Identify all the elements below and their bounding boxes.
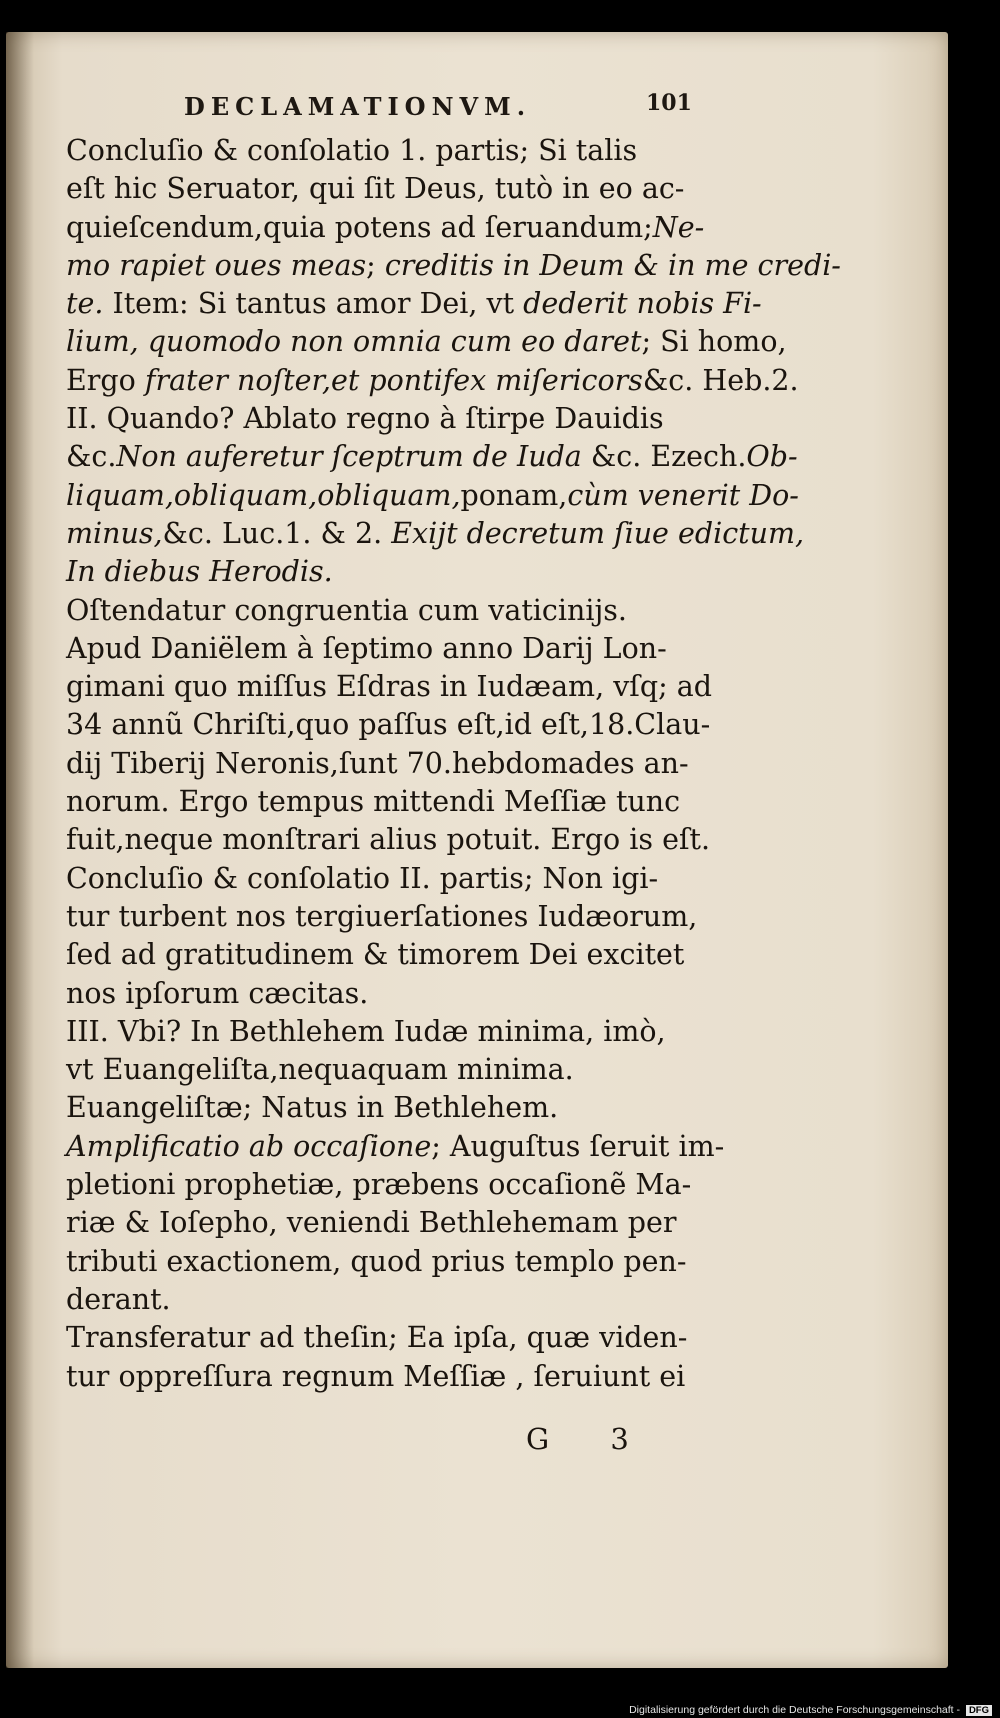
italic-text: creditis in Deum & in me credi- bbox=[384, 248, 841, 282]
text-line bbox=[66, 1128, 726, 1166]
dfg-logo: DFG bbox=[966, 1705, 992, 1716]
text-line bbox=[66, 706, 726, 744]
book-page bbox=[6, 32, 948, 1668]
roman-text: ponam, bbox=[460, 478, 568, 512]
roman-text: tributi exactionem, quod prius templo pen- bbox=[66, 1244, 687, 1278]
roman-text: ; bbox=[366, 248, 385, 282]
text-line bbox=[66, 209, 726, 247]
text-line bbox=[66, 821, 726, 859]
funding-credit bbox=[625, 1702, 996, 1718]
italic-text: Non auferetur ſceptrum de Iuda bbox=[116, 440, 582, 474]
roman-text: vt Euangeliſta,nequaquam minima. bbox=[66, 1053, 574, 1087]
roman-text: ſed ad gratitudinem & timorem Dei excitet bbox=[66, 938, 685, 972]
roman-text: 34 annũ Chriſti,quo paſſus eſt,id eſt,18.Clau- bbox=[66, 708, 711, 742]
text-line bbox=[66, 668, 726, 706]
text-line bbox=[66, 1089, 726, 1127]
text-line bbox=[66, 170, 726, 208]
roman-text: Item: Si tantus amor Dei, vt bbox=[103, 287, 524, 321]
roman-text: Transferatur ad theſin; Ea ipſa, quæ viden- bbox=[66, 1321, 688, 1355]
text-line bbox=[66, 515, 805, 553]
text-line bbox=[66, 936, 726, 974]
italic-text: te. bbox=[66, 287, 104, 321]
text-line bbox=[66, 1243, 726, 1281]
italic-text: lium, quomodo non omnia cum eo daret bbox=[66, 325, 642, 359]
text-line bbox=[66, 1281, 726, 1319]
roman-text: tur oppreſſura regnum Meſſiæ , ſeruiunt ei bbox=[66, 1359, 686, 1393]
running-head: DECLAMATIONVM. bbox=[184, 92, 532, 121]
roman-text: tur turbent nos tergiuerſationes Iudæorum, bbox=[66, 899, 698, 933]
roman-text: Oſtendatur congruentia cum vaticinijs. bbox=[66, 593, 627, 627]
roman-text: II. Quando? Ablato regno à ſtirpe Dauidis bbox=[66, 402, 664, 436]
roman-text: &c. Luc.1. & 2. bbox=[162, 516, 392, 550]
italic-text: Ob- bbox=[746, 440, 798, 474]
text-line bbox=[66, 1204, 726, 1242]
italic-text: dederit nobis Fi- bbox=[523, 287, 762, 321]
text-line bbox=[66, 438, 798, 476]
text-line bbox=[66, 400, 726, 438]
text-line bbox=[66, 975, 726, 1013]
spine-shadow bbox=[6, 32, 34, 1668]
text-line bbox=[66, 247, 841, 285]
roman-text: Euangeliſtæ; Natus in Bethlehem. bbox=[66, 1091, 559, 1125]
text-line bbox=[66, 1319, 726, 1357]
roman-text: riæ & Ioſepho, veniendi Bethlehemam per bbox=[66, 1206, 677, 1240]
text-line bbox=[66, 1013, 726, 1051]
text-line bbox=[66, 898, 726, 936]
roman-text: pletioni prophetiæ, præbens occaſionẽ Ma- bbox=[66, 1168, 692, 1202]
page-number: 101 bbox=[646, 90, 692, 116]
italic-text: frater noſter,et pontifex miſericors bbox=[144, 363, 643, 397]
text-line bbox=[66, 592, 726, 630]
text-line bbox=[66, 1051, 726, 1089]
italic-text: Ne- bbox=[652, 210, 705, 244]
text-line bbox=[66, 323, 787, 361]
text-line bbox=[66, 860, 726, 898]
italic-text: cùm venerit Do- bbox=[567, 478, 799, 512]
text-line bbox=[66, 783, 726, 821]
roman-text: Concluſio & conſolatio 1. partis; Si talis bbox=[66, 134, 638, 167]
text-line bbox=[66, 630, 726, 668]
roman-text: Apud Daniëlem à ſeptimo anno Darij Lon- bbox=[66, 631, 667, 665]
roman-text: III. Vbi? In Bethlehem Iudæ minima, imò, bbox=[66, 1014, 666, 1048]
roman-text: ; Si homo, bbox=[641, 325, 787, 359]
text-line bbox=[66, 1358, 726, 1396]
italic-text: mo rapiet oues meas bbox=[66, 248, 367, 282]
roman-text: Ergo bbox=[66, 363, 145, 397]
roman-text: fuit,neque monſtrari alius potuit. Ergo is eſt. bbox=[66, 823, 711, 857]
text-line bbox=[66, 132, 726, 170]
body-text bbox=[66, 132, 841, 1396]
roman-text: derant. bbox=[66, 1282, 171, 1316]
text-line bbox=[66, 745, 726, 783]
italic-text: Amplificatio ab occaſione bbox=[66, 1129, 432, 1163]
roman-text: &c. Ezech. bbox=[581, 440, 747, 474]
text-line bbox=[66, 1166, 726, 1204]
text-line bbox=[66, 553, 726, 591]
roman-text: &c. Heb.2. bbox=[642, 363, 799, 397]
funding-credit-text: Digitalisierung gefördert durch die Deutsche Forschungsgemeinschaft - bbox=[629, 1704, 961, 1716]
text-line bbox=[66, 477, 799, 515]
text-line bbox=[66, 362, 799, 400]
roman-text: gimani quo miſſus Eſdras in Iudæam, vſq; ad bbox=[66, 670, 712, 704]
roman-text: Concluſio & conſolatio II. partis; Non igi- bbox=[66, 861, 659, 895]
signature-mark: G 3 bbox=[526, 1422, 655, 1456]
italic-text: minus, bbox=[66, 516, 163, 550]
roman-text: &c. bbox=[66, 440, 117, 474]
italic-text: Exijt decretum ſiue edictum, bbox=[391, 516, 805, 550]
roman-text: ; Auguſtus ſeruit im- bbox=[431, 1129, 725, 1163]
roman-text: eſt hic Seruator, qui ſit Deus, tutò in eo ac- bbox=[66, 172, 685, 206]
roman-text: quieſcendum,quia potens ad ſeruandum; bbox=[66, 210, 653, 244]
roman-text: norum. Ergo tempus mittendi Meſſiæ tunc bbox=[66, 785, 681, 819]
text-line bbox=[66, 285, 762, 323]
italic-text: liquam,obliquam,obliquam, bbox=[66, 478, 461, 512]
roman-text: nos ipſorum cæcitas. bbox=[66, 976, 369, 1010]
italic-text: In diebus Herodis. bbox=[66, 555, 333, 589]
roman-text: dij Tiberij Neronis,ſunt 70.hebdomades an- bbox=[66, 746, 689, 780]
